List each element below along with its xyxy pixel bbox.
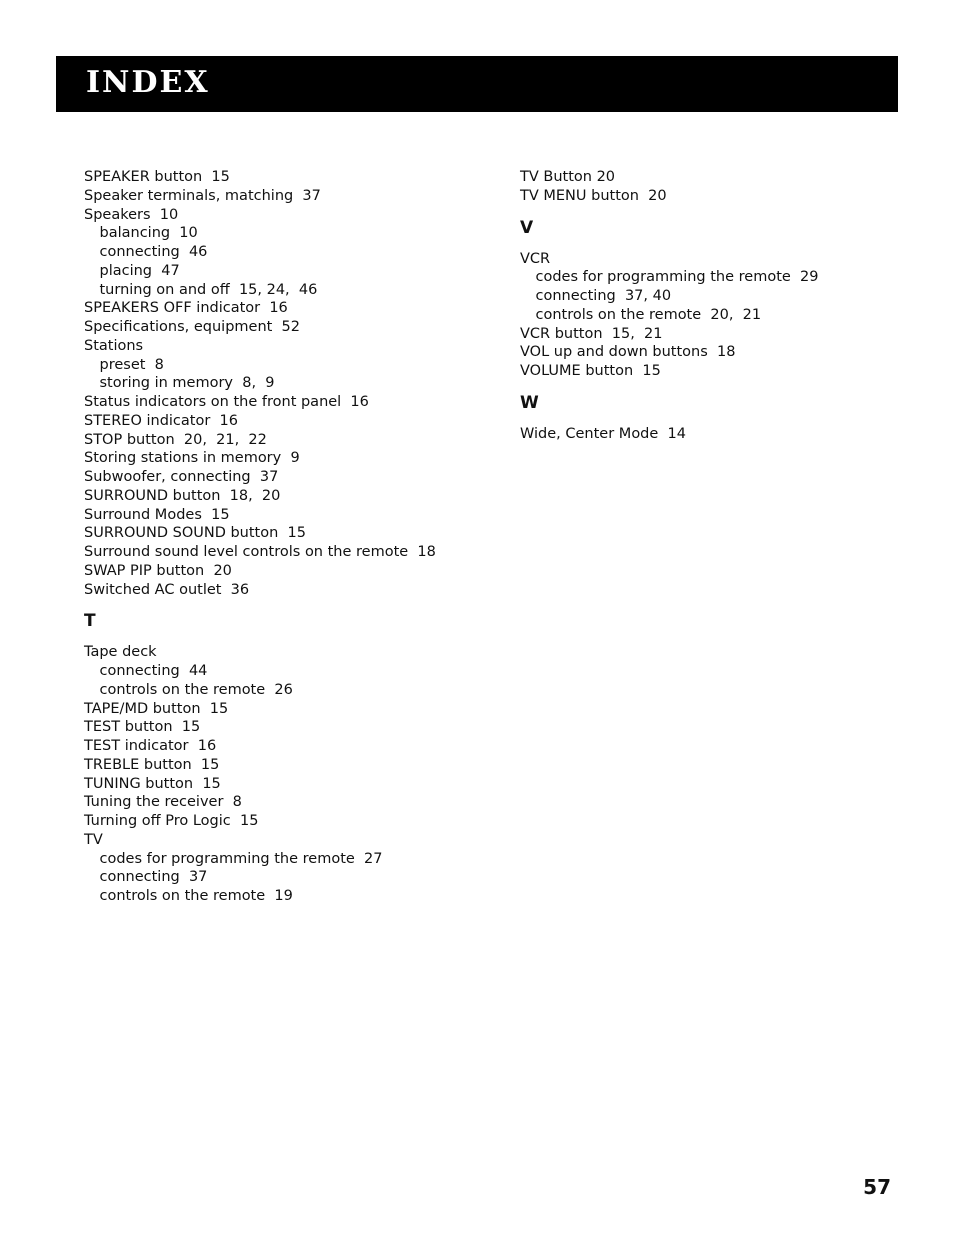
header-bar bbox=[56, 56, 898, 112]
index-entry: SURROUND button 18, 20 bbox=[84, 487, 281, 504]
index-entry: SURROUND SOUND button 15 bbox=[84, 525, 306, 542]
index-entry: Tuning the receiver 8 bbox=[84, 794, 242, 811]
index-entry: Wide, Center Mode 14 bbox=[520, 425, 686, 442]
index-entry: TV MENU button 20 bbox=[520, 187, 667, 204]
index-entry: Switched AC outlet 36 bbox=[84, 581, 250, 598]
index-entry: TAPE/MD button 15 bbox=[84, 700, 229, 717]
index-entry: VOLUME button 15 bbox=[520, 363, 661, 379]
page-title: INDEX bbox=[86, 65, 210, 100]
index-subentry: preset 8 bbox=[99, 356, 164, 373]
index-entry: Surround Modes 15 bbox=[84, 506, 230, 523]
index-entry: VOL up and down buttons 18 bbox=[520, 344, 736, 361]
index-entry: STEREO indicator 16 bbox=[84, 412, 238, 429]
index-subentry: placing 47 bbox=[99, 262, 180, 279]
index-column-right bbox=[520, 168, 940, 444]
index-entry: TV bbox=[84, 831, 103, 848]
index-entry: SPEAKER button 15 bbox=[84, 169, 230, 185]
index-section-letter: T bbox=[84, 611, 96, 632]
index-subentry: connecting 37 bbox=[99, 869, 208, 886]
index-subentry: controls on the remote 26 bbox=[99, 681, 293, 698]
index-entry: Tape deck bbox=[84, 644, 157, 661]
index-entry: TEST button 15 bbox=[84, 719, 201, 736]
index-subentry: connecting 44 bbox=[99, 663, 208, 679]
index-subentry: codes for programming the remote 27 bbox=[99, 850, 383, 867]
index-section-letter: V bbox=[520, 217, 534, 238]
index-subentry: balancing 10 bbox=[99, 225, 198, 242]
index-entry: Surround sound level controls on the remote 18 bbox=[84, 544, 436, 560]
index-subentry: controls on the remote 19 bbox=[99, 888, 293, 904]
index-entry: VCR bbox=[520, 250, 551, 267]
index-subentry: storing in memory 8, 9 bbox=[99, 375, 275, 392]
index-entry: STOP button 20, 21, 22 bbox=[84, 431, 267, 448]
index-subentry: controls on the remote 20, 21 bbox=[535, 306, 762, 323]
index-entry: Status indicators on the front panel 16 bbox=[84, 394, 369, 410]
index-entry: SPEAKERS OFF indicator 16 bbox=[84, 300, 288, 317]
index-entry: VCR button 15, 21 bbox=[520, 325, 663, 342]
index-subentry: connecting 37, 40 bbox=[535, 288, 672, 304]
page-number: 57 bbox=[863, 1175, 891, 1199]
index-entry: SWAP PIP button 20 bbox=[84, 562, 232, 579]
index-entry: TV Button 20 bbox=[520, 169, 616, 185]
index-column-left bbox=[84, 168, 504, 906]
index-section-letter: W bbox=[520, 392, 539, 413]
index-subentry: codes for programming the remote 29 bbox=[535, 269, 819, 286]
index-subentry: connecting 46 bbox=[99, 244, 208, 260]
index-entry: Stations bbox=[84, 337, 144, 354]
index-entry: Speaker terminals, matching 37 bbox=[84, 187, 321, 204]
index-entry: Subwoofer, connecting 37 bbox=[84, 469, 279, 485]
index-entry: Turning off Pro Logic 15 bbox=[84, 813, 259, 829]
index-entry: Specifications, equipment 52 bbox=[84, 319, 301, 335]
index-entry: TEST indicator 16 bbox=[84, 738, 217, 754]
index-entry: TUNING button 15 bbox=[84, 775, 221, 792]
index-subentry: turning on and off 15, 24, 46 bbox=[99, 281, 318, 298]
index-entry: TREBLE button 15 bbox=[84, 756, 220, 773]
index-entry: Storing stations in memory 9 bbox=[84, 450, 300, 467]
index-entry: Speakers 10 bbox=[84, 206, 179, 223]
